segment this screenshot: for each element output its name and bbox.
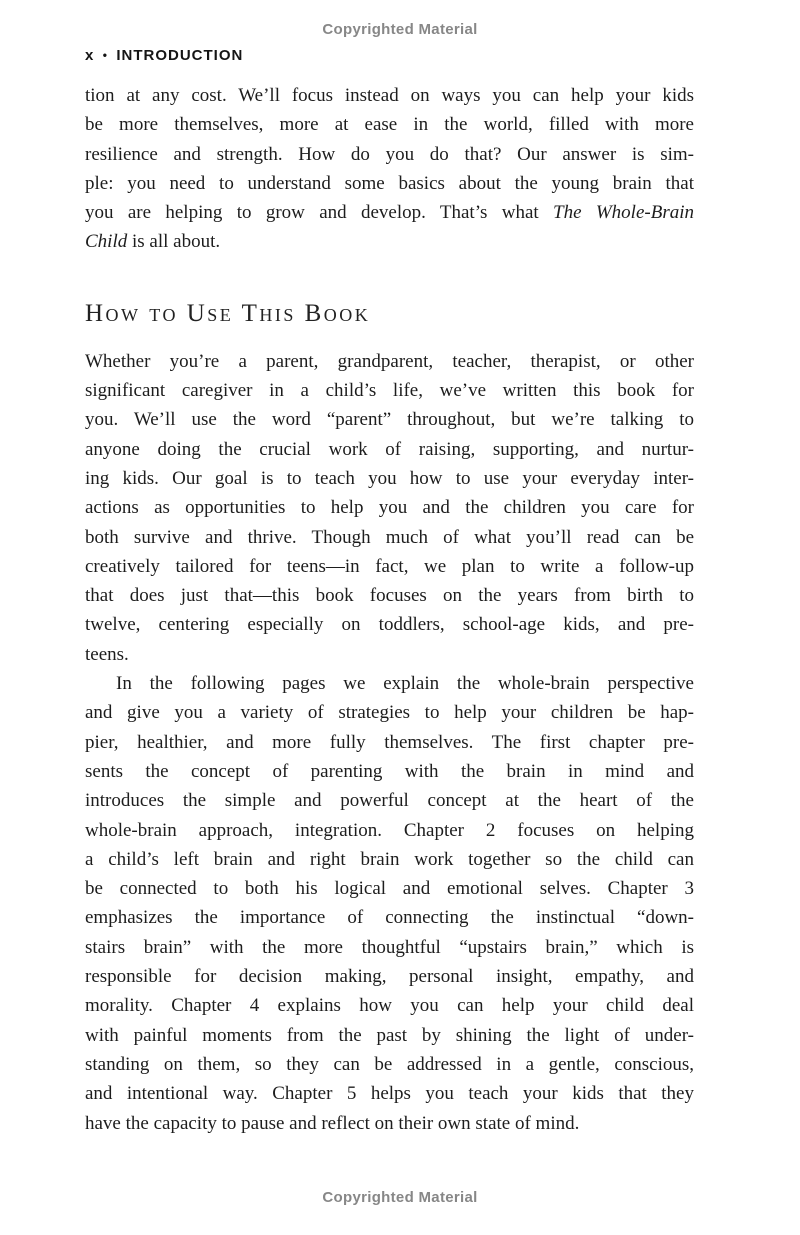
paragraph-who-book-is-for <box>85 347 694 669</box>
text-segment: standing on them, so they can be addressed in a gentle, conscious, <box>85 1053 694 1075</box>
text-line <box>85 728 694 757</box>
text-line <box>85 757 694 786</box>
text-segment: Whether you’re a parent, grandparent, teacher, therapist, or other <box>85 350 694 372</box>
paragraph-continuation <box>85 81 694 257</box>
text-line <box>85 1021 694 1050</box>
text-segment: and intentional way. Chapter 5 helps you teach your kids that they <box>85 1083 694 1105</box>
text-line <box>85 1109 694 1138</box>
text-segment: whole-brain approach, integration. Chapter 2 focuses on helping <box>85 819 694 841</box>
text-line <box>85 845 694 874</box>
text-segment: a child’s left brain and right brain work together so the child can <box>85 848 694 870</box>
text-segment: with painful moments from the past by shining the light of under- <box>85 1024 694 1046</box>
text-line <box>85 169 694 198</box>
section-heading: How to Use This Book <box>85 299 371 327</box>
text-line <box>85 464 694 493</box>
text-line <box>85 874 694 903</box>
text-segment: teens. <box>85 643 129 665</box>
text-line <box>85 610 694 639</box>
text-line <box>85 435 694 464</box>
text-segment: and give you a variety of strategies to help your children be hap- <box>85 702 694 724</box>
running-head <box>85 47 243 64</box>
text-line <box>85 347 694 376</box>
text-segment: creatively tailored for teens—in fact, we plan to write a follow-up <box>85 555 694 577</box>
text-segment: tion at any cost. We’ll focus instead on ways you can help your kids <box>85 85 694 106</box>
text-line <box>85 903 694 932</box>
text-line <box>85 1050 694 1079</box>
text-line <box>85 962 694 991</box>
text-segment: significant caregiver in a child’s life, we’ve written this book for <box>85 380 694 402</box>
text-line <box>85 991 694 1020</box>
text-segment: you are helping to grow and develop. That’s what <box>85 202 553 224</box>
paragraph-chapter-overview <box>85 669 694 1138</box>
book-title-italic: The Whole-Brain <box>553 202 694 224</box>
text-segment: twelve, centering especially on toddlers, school-age kids, and pre- <box>85 614 694 636</box>
text-line <box>85 698 694 727</box>
text-segment: ple: you need to understand some basics about the young brain that <box>85 172 694 194</box>
book-title-italic: Child <box>85 231 128 253</box>
text-segment: is all about. <box>127 231 221 253</box>
copyright-notice-top: Copyrighted Material <box>322 21 478 38</box>
text-line <box>85 816 694 845</box>
text-line <box>85 640 694 669</box>
text-segment: both survive and thrive. Though much of what you’ll read can be <box>85 526 694 548</box>
text-line <box>85 523 694 552</box>
text-line <box>85 552 694 581</box>
text-line <box>85 493 694 522</box>
text-segment: sents the concept of parenting with the brain in mind and <box>85 760 694 782</box>
text-line <box>85 227 694 256</box>
text-segment: stairs brain” with the more thoughtful “upstairs brain,” which is <box>85 936 694 958</box>
text-segment: that does just that—this book focuses on the years from birth to <box>85 585 694 607</box>
text-segment: you. We’ll use the word “parent” throughout, but we’re talking to <box>85 409 694 431</box>
text-segment: morality. Chapter 4 explains how you can help your child deal <box>85 995 694 1017</box>
text-column <box>85 81 694 1138</box>
text-line <box>85 1079 694 1108</box>
text-segment: resilience and strength. How do you do that? Our answer is sim- <box>85 143 694 165</box>
text-segment: pier, healthier, and more fully themselves. The first chapter pre- <box>85 731 694 753</box>
text-segment: responsible for decision making, personal insight, empathy, and <box>85 966 694 988</box>
text-line <box>85 786 694 815</box>
text-line <box>85 81 694 110</box>
text-line <box>85 376 694 405</box>
text-line <box>85 198 694 227</box>
running-head-title: INTRODUCTION <box>116 47 244 64</box>
copyright-notice-bottom: Copyrighted Material <box>322 1189 478 1206</box>
text-line <box>85 581 694 610</box>
text-segment: have the capacity to pause and reflect on their own state of mind. <box>85 1112 580 1134</box>
text-line <box>85 669 694 698</box>
text-line <box>85 110 694 139</box>
text-segment: actions as opportunities to help you and the children you care for <box>85 497 694 519</box>
text-line <box>85 405 694 434</box>
text-line <box>85 140 694 169</box>
text-segment: introduces the simple and powerful concept at the heart of the <box>85 790 694 812</box>
text-segment: In the following pages we explain the whole-brain perspective <box>116 673 694 695</box>
text-segment: be connected to both his logical and emotional selves. Chapter 3 <box>85 878 694 900</box>
text-line <box>85 933 694 962</box>
text-segment: be more themselves, more at ease in the world, filled with more <box>85 114 694 136</box>
text-segment: ing kids. Our goal is to teach you how to use your everyday inter- <box>85 467 694 489</box>
text-segment: emphasizes the importance of connecting the instinctual “down- <box>85 907 694 929</box>
text-segment: anyone doing the crucial work of raising, supporting, and nurtur- <box>85 438 694 460</box>
bullet-separator-icon: • <box>102 48 108 62</box>
page-number: x <box>85 47 94 64</box>
